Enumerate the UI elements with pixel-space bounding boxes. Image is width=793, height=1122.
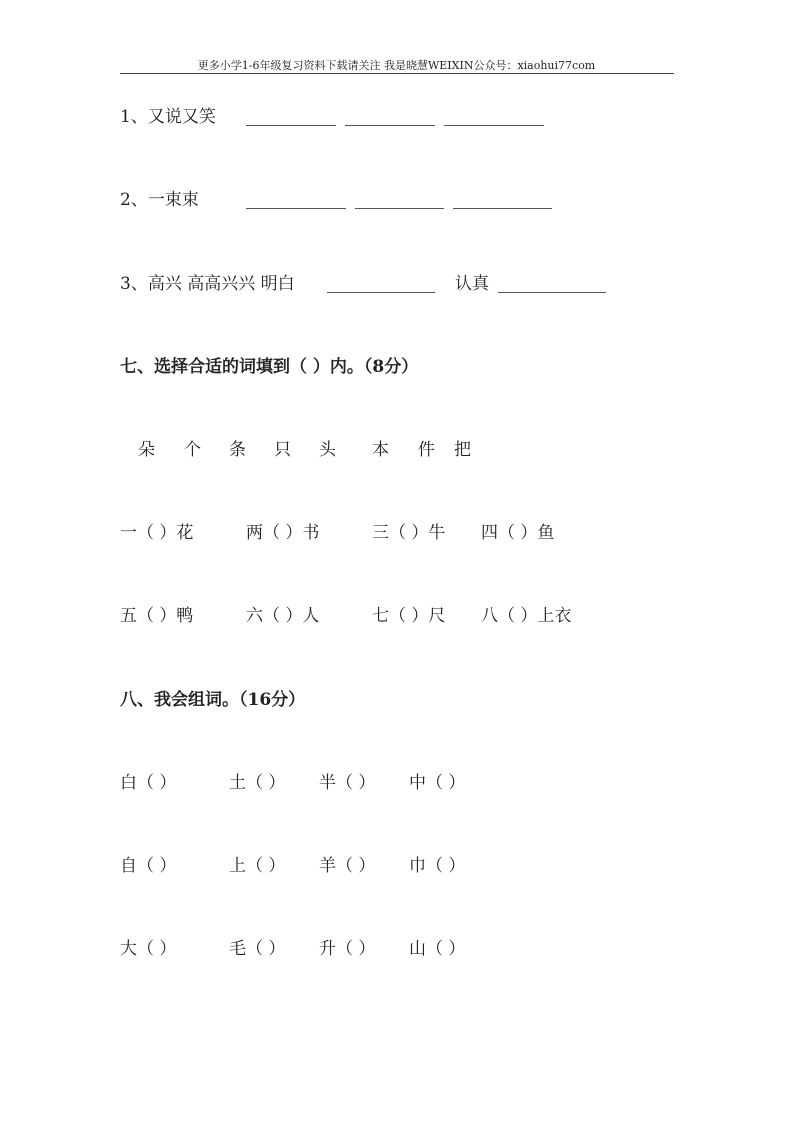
word-group-blank[interactable]: 上（ ） [229,856,286,876]
word-group-blank[interactable]: 巾（ ） [409,856,466,876]
word-bank-item: 件 [418,440,435,460]
section-7-heading: 七、选择合适的词填到（ ）内。（8分） [120,357,419,377]
item-2-blank-2[interactable] [355,208,444,209]
item-2-blank-3[interactable] [453,208,552,209]
word-group-blank[interactable]: 山（ ） [409,939,466,959]
word-group-blank[interactable]: 毛（ ） [229,939,286,959]
word-bank-item: 把 [454,440,471,460]
item-2-label: 2、一束束 [120,190,199,210]
word-bank-item: 头 [319,440,336,460]
measure-word-blank[interactable]: 七（ ）尺 [372,606,446,626]
measure-word-blank[interactable]: 五（ ）鸭 [120,606,194,626]
item-1-blank-3[interactable] [444,125,544,126]
item-1-blank-2[interactable] [345,125,435,126]
word-group-blank[interactable]: 自（ ） [120,856,177,876]
word-bank-item: 本 [372,440,389,460]
word-bank-item: 朵 [138,440,155,460]
header-divider [120,73,674,74]
page-header: 更多小学1-6年级复习资料下载请关注 我是晓慧WEIXIN公众号：xiaohui77com [197,59,596,72]
measure-word-blank[interactable]: 四（ ）鱼 [481,523,555,543]
item-2-blank-1[interactable] [246,208,346,209]
item-3-blank-2[interactable] [498,292,606,293]
word-group-blank[interactable]: 升（ ） [319,939,376,959]
section-8-heading: 八、我会组词。（16分） [120,690,306,710]
measure-word-blank[interactable]: 六（ ）人 [246,606,320,626]
word-group-blank[interactable]: 土（ ） [229,773,286,793]
item-1-label: 1、又说又笑 [120,107,216,127]
word-group-blank[interactable]: 中（ ） [409,773,466,793]
word-bank-item: 个 [184,440,201,460]
word-bank-item: 只 [274,440,291,460]
word-group-blank[interactable]: 羊（ ） [319,856,376,876]
word-bank-item: 条 [229,440,246,460]
word-group-blank[interactable]: 半（ ） [319,773,376,793]
measure-word-blank[interactable]: 一（ ）花 [120,523,194,543]
measure-word-blank[interactable]: 八（ ）上衣 [481,606,572,626]
word-group-blank[interactable]: 白（ ） [120,773,177,793]
item-3-label: 3、高兴 高高兴兴 明白 [120,274,295,294]
measure-word-blank[interactable]: 三（ ）牛 [372,523,446,543]
item-3-blank-1[interactable] [327,292,435,293]
item-3-second-label: 认真 [455,274,489,294]
item-1-blank-1[interactable] [246,125,336,126]
word-group-blank[interactable]: 大（ ） [120,939,177,959]
measure-word-blank[interactable]: 两（ ）书 [246,523,320,543]
